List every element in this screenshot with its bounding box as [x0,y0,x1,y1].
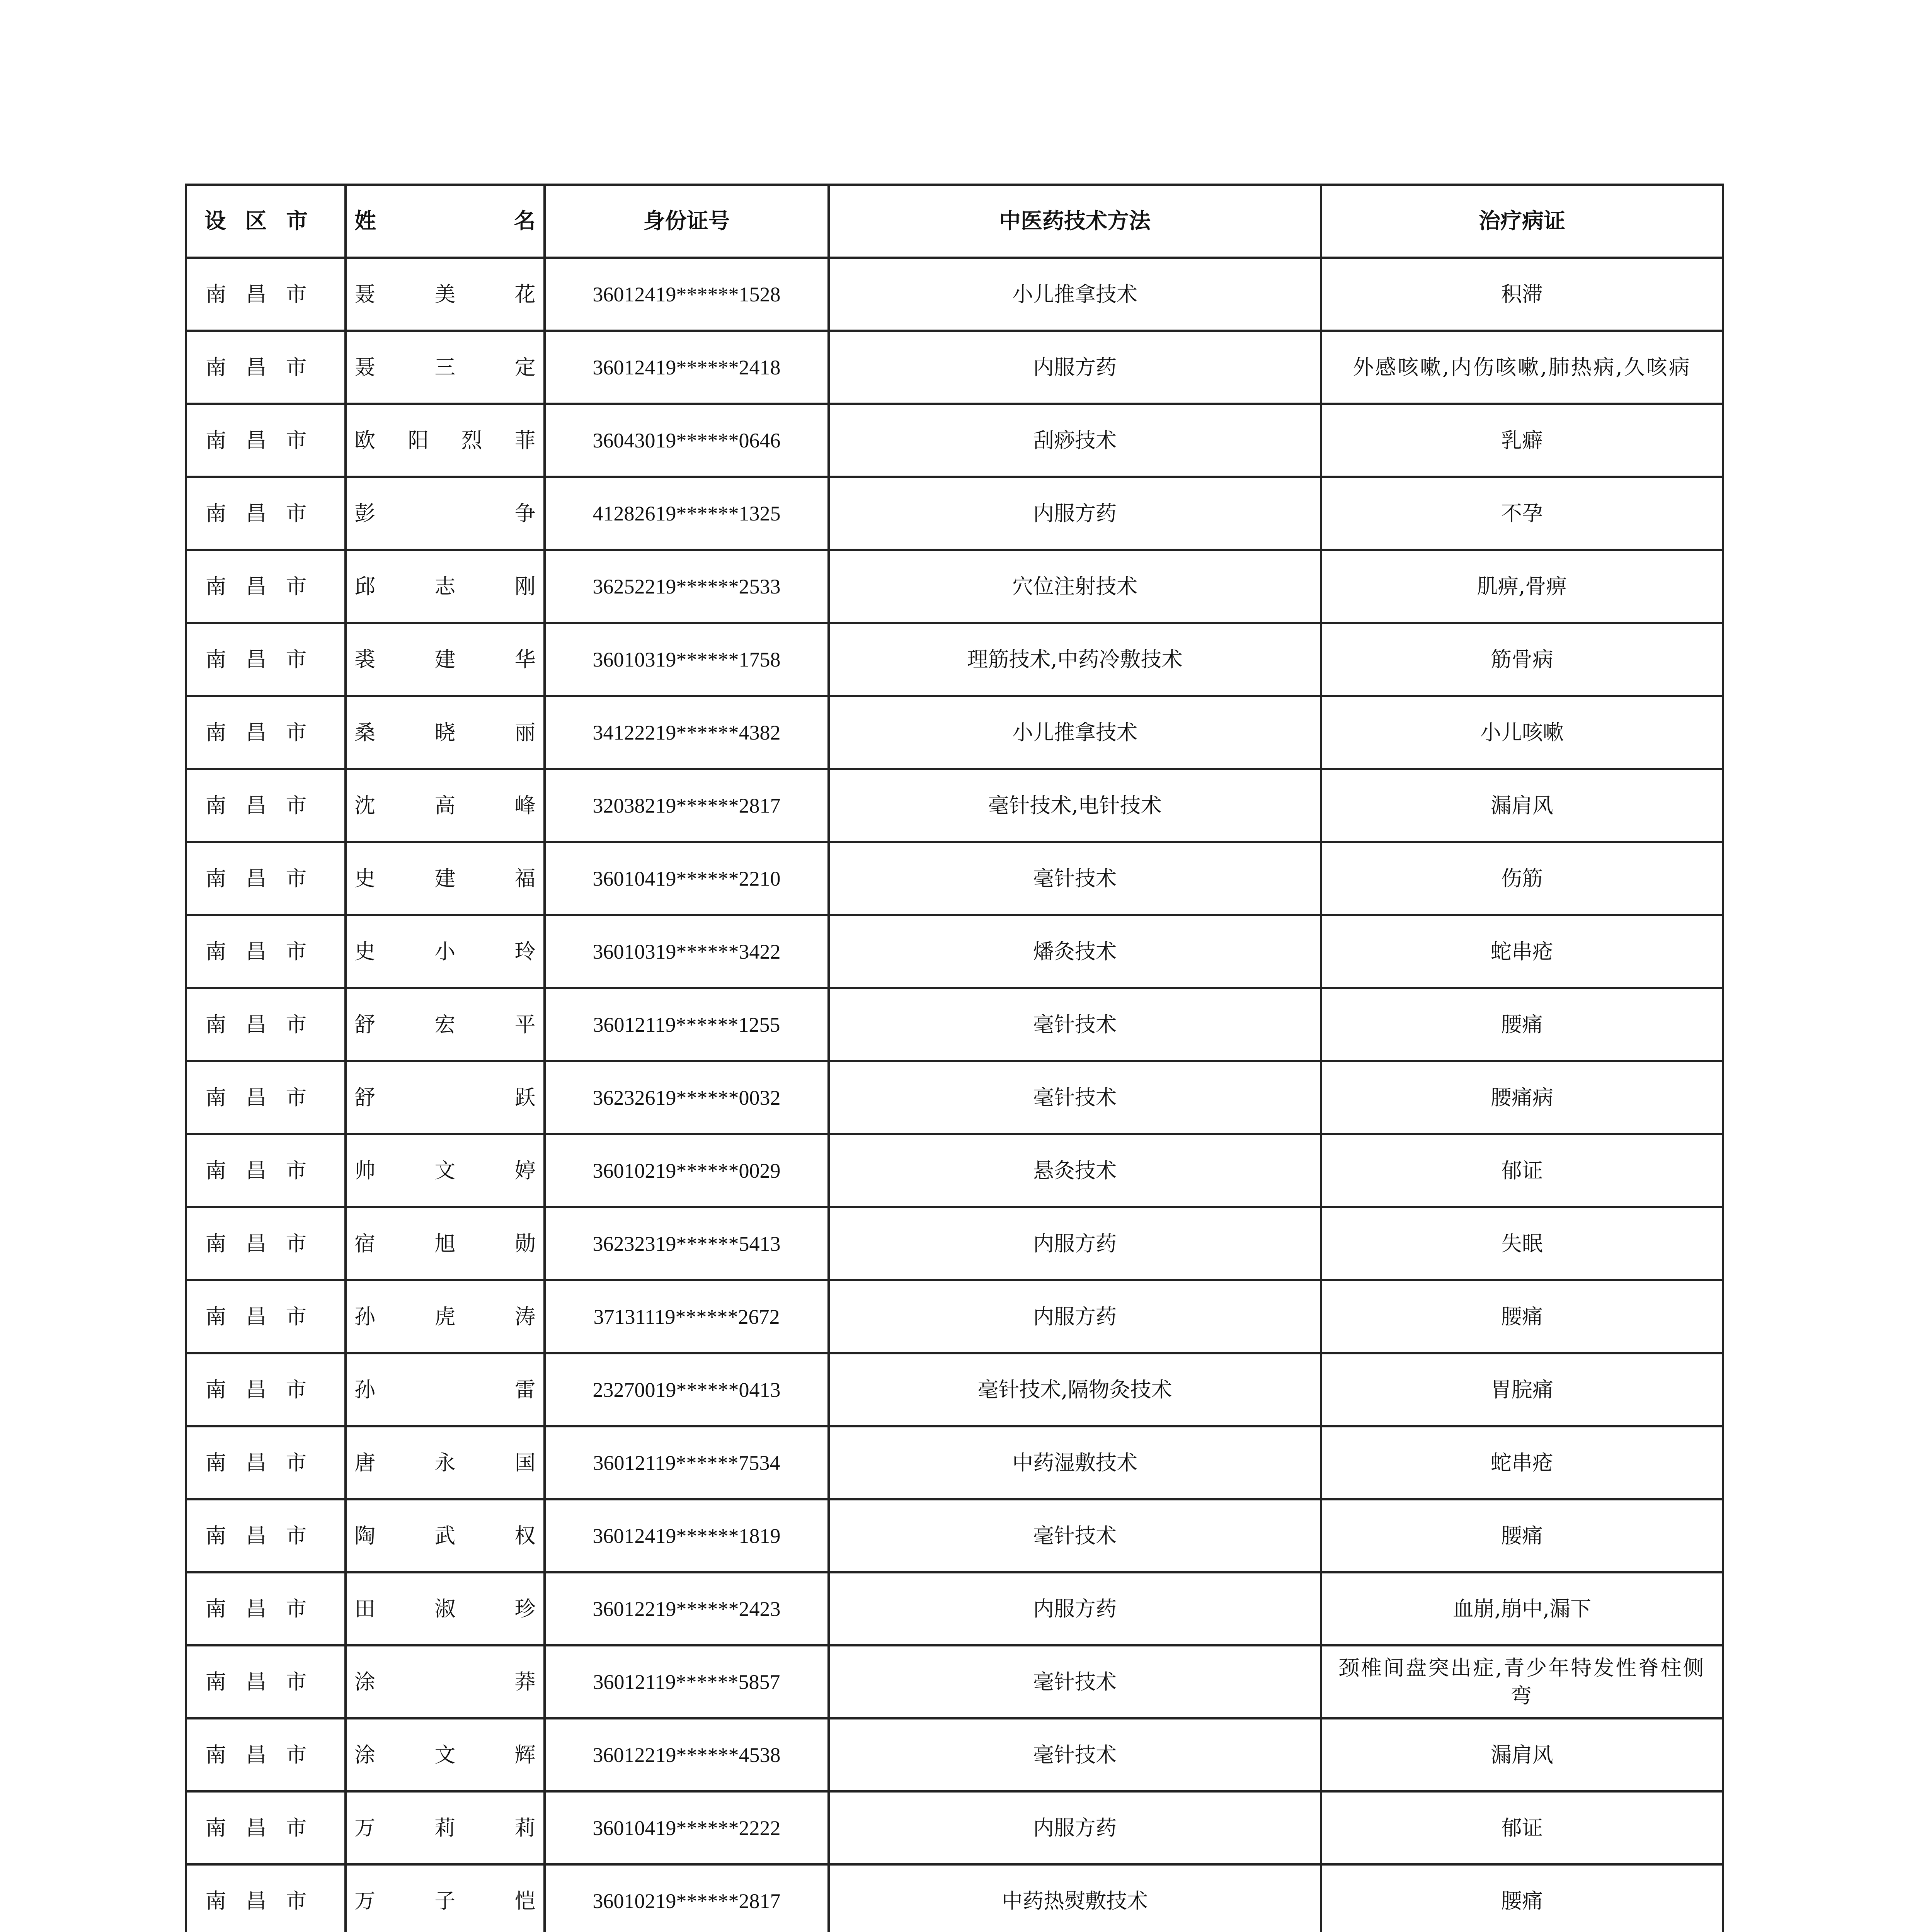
practitioner-table [185,184,1724,1932]
city-cell: 南昌市 [186,769,346,842]
name-cell: 桑晓丽 [346,696,545,769]
condition-cell: 腰痛 [1321,1864,1723,1932]
table-row [186,477,1723,550]
table-row [186,988,1723,1061]
table-row [186,1353,1723,1426]
tcm-method-cell: 小儿推拿技术 [829,696,1321,769]
id-number-cell: 36012419******2418 [545,331,829,404]
city-cell: 南昌市 [186,623,346,696]
name-cell: 帅文婷 [346,1134,545,1207]
name-cell: 欧阳烈菲 [346,404,545,477]
condition-cell: 蛇串疮 [1321,1426,1723,1499]
table-row [186,1280,1723,1353]
table-row [186,404,1723,477]
table-row [186,769,1723,842]
id-number-cell: 36010419******2222 [545,1791,829,1864]
city-cell: 南昌市 [186,1499,346,1572]
name-cell: 孙雷 [346,1353,545,1426]
city-cell: 南昌市 [186,1426,346,1499]
condition-cell: 蛇串疮 [1321,915,1723,988]
tcm-method-cell: 小儿推拿技术 [829,258,1321,331]
id-number-cell: 36043019******0646 [545,404,829,477]
id-number-cell: 37131119******2672 [545,1280,829,1353]
table-row [186,1426,1723,1499]
condition-cell: 不孕 [1321,477,1723,550]
name-cell: 陶武权 [346,1499,545,1572]
city-cell: 南昌市 [186,988,346,1061]
table-row [186,1572,1723,1645]
table-row [186,258,1723,331]
id-number-cell: 36012219******4538 [545,1718,829,1791]
header-treated-condition: 治疗病证 [1321,185,1723,258]
tcm-method-cell: 毫针技术 [829,1061,1321,1134]
name-cell: 万莉莉 [346,1791,545,1864]
name-cell: 彭争 [346,477,545,550]
city-cell: 南昌市 [186,1061,346,1134]
table-row [186,915,1723,988]
tcm-method-cell: 理筋技术,中药冷敷技术 [829,623,1321,696]
city-cell: 南昌市 [186,1353,346,1426]
city-cell: 南昌市 [186,477,346,550]
tcm-method-cell: 内服方药 [829,1280,1321,1353]
table-row [186,1718,1723,1791]
city-cell: 南昌市 [186,1134,346,1207]
name-cell: 聂美花 [346,258,545,331]
city-cell: 南昌市 [186,331,346,404]
id-number-cell: 36010319******3422 [545,915,829,988]
id-number-cell: 36012219******2423 [545,1572,829,1645]
name-cell: 田淑珍 [346,1572,545,1645]
header-tcm-method: 中医药技术方法 [829,185,1321,258]
condition-cell: 小儿咳嗽 [1321,696,1723,769]
city-cell: 南昌市 [186,1572,346,1645]
name-cell: 宿旭勋 [346,1207,545,1280]
table-row [186,842,1723,915]
condition-cell: 颈椎间盘突出症,青少年特发性脊柱侧弯 [1321,1645,1723,1718]
name-cell: 邱志刚 [346,550,545,623]
id-number-cell: 36012119******7534 [545,1426,829,1499]
id-number-cell: 36232619******0032 [545,1061,829,1134]
tcm-method-cell: 毫针技术 [829,1645,1321,1718]
id-number-cell: 23270019******0413 [545,1353,829,1426]
condition-cell: 腰痛病 [1321,1061,1723,1134]
tcm-method-cell: 中药湿敷技术 [829,1426,1321,1499]
condition-cell: 胃脘痛 [1321,1353,1723,1426]
header-city: 设区市 [186,185,346,258]
name-cell: 涂莽 [346,1645,545,1718]
city-cell: 南昌市 [186,842,346,915]
tcm-method-cell: 毫针技术 [829,1718,1321,1791]
table-row [186,1134,1723,1207]
tcm-method-cell: 刮痧技术 [829,404,1321,477]
tcm-method-cell: 中药热熨敷技术 [829,1864,1321,1932]
city-cell: 南昌市 [186,1718,346,1791]
name-cell: 涂文辉 [346,1718,545,1791]
condition-cell: 积滞 [1321,258,1723,331]
tcm-method-cell: 内服方药 [829,331,1321,404]
table-header-row [186,185,1723,258]
name-cell: 裘建华 [346,623,545,696]
id-number-cell: 36010319******1758 [545,623,829,696]
table-row [186,1645,1723,1718]
tcm-method-cell: 毫针技术 [829,842,1321,915]
condition-cell: 肌痹,骨痹 [1321,550,1723,623]
table-row [186,1061,1723,1134]
header-id-number: 身份证号 [545,185,829,258]
tcm-method-cell: 内服方药 [829,477,1321,550]
table-row [186,696,1723,769]
name-cell: 万子恺 [346,1864,545,1932]
condition-cell: 血崩,崩中,漏下 [1321,1572,1723,1645]
condition-cell: 伤筋 [1321,842,1723,915]
tcm-method-cell: 穴位注射技术 [829,550,1321,623]
condition-cell: 腰痛 [1321,1280,1723,1353]
city-cell: 南昌市 [186,550,346,623]
table-row [186,550,1723,623]
condition-cell: 外感咳嗽,内伤咳嗽,肺热病,久咳病 [1321,331,1723,404]
condition-cell: 腰痛 [1321,988,1723,1061]
name-cell: 舒宏平 [346,988,545,1061]
tcm-method-cell: 毫针技术,隔物灸技术 [829,1353,1321,1426]
name-cell: 孙虎涛 [346,1280,545,1353]
header-name: 姓名 [346,185,545,258]
id-number-cell: 36012119******5857 [545,1645,829,1718]
name-cell: 史小玲 [346,915,545,988]
city-cell: 南昌市 [186,404,346,477]
condition-cell: 漏肩风 [1321,769,1723,842]
tcm-method-cell: 毫针技术 [829,988,1321,1061]
tcm-method-cell: 内服方药 [829,1791,1321,1864]
id-number-cell: 36010219******0029 [545,1134,829,1207]
tcm-method-cell: 毫针技术,电针技术 [829,769,1321,842]
tcm-method-cell: 内服方药 [829,1572,1321,1645]
city-cell: 南昌市 [186,915,346,988]
id-number-cell: 36010219******2817 [545,1864,829,1932]
name-cell: 沈高峰 [346,769,545,842]
id-number-cell: 36012419******1528 [545,258,829,331]
table-row [186,623,1723,696]
condition-cell: 失眠 [1321,1207,1723,1280]
city-cell: 南昌市 [186,1864,346,1932]
tcm-method-cell: 内服方药 [829,1207,1321,1280]
name-cell: 唐永国 [346,1426,545,1499]
city-cell: 南昌市 [186,1791,346,1864]
id-number-cell: 41282619******1325 [545,477,829,550]
name-cell: 史建福 [346,842,545,915]
table-row [186,331,1723,404]
id-number-cell: 36252219******2533 [545,550,829,623]
table-row [186,1499,1723,1572]
city-cell: 南昌市 [186,696,346,769]
id-number-cell: 36012119******1255 [545,988,829,1061]
table-row [186,1864,1723,1932]
condition-cell: 郁证 [1321,1134,1723,1207]
id-number-cell: 36232319******5413 [545,1207,829,1280]
table-row [186,1207,1723,1280]
name-cell: 聂三定 [346,331,545,404]
city-cell: 南昌市 [186,258,346,331]
condition-cell: 漏肩风 [1321,1718,1723,1791]
condition-cell: 腰痛 [1321,1499,1723,1572]
id-number-cell: 36010419******2210 [545,842,829,915]
condition-cell: 郁证 [1321,1791,1723,1864]
name-cell: 舒跃 [346,1061,545,1134]
city-cell: 南昌市 [186,1280,346,1353]
tcm-method-cell: 悬灸技术 [829,1134,1321,1207]
id-number-cell: 34122219******4382 [545,696,829,769]
city-cell: 南昌市 [186,1645,346,1718]
id-number-cell: 32038219******2817 [545,769,829,842]
tcm-method-cell: 燔灸技术 [829,915,1321,988]
city-cell: 南昌市 [186,1207,346,1280]
table-row [186,1791,1723,1864]
condition-cell: 乳癖 [1321,404,1723,477]
condition-cell: 筋骨病 [1321,623,1723,696]
tcm-method-cell: 毫针技术 [829,1499,1321,1572]
id-number-cell: 36012419******1819 [545,1499,829,1572]
